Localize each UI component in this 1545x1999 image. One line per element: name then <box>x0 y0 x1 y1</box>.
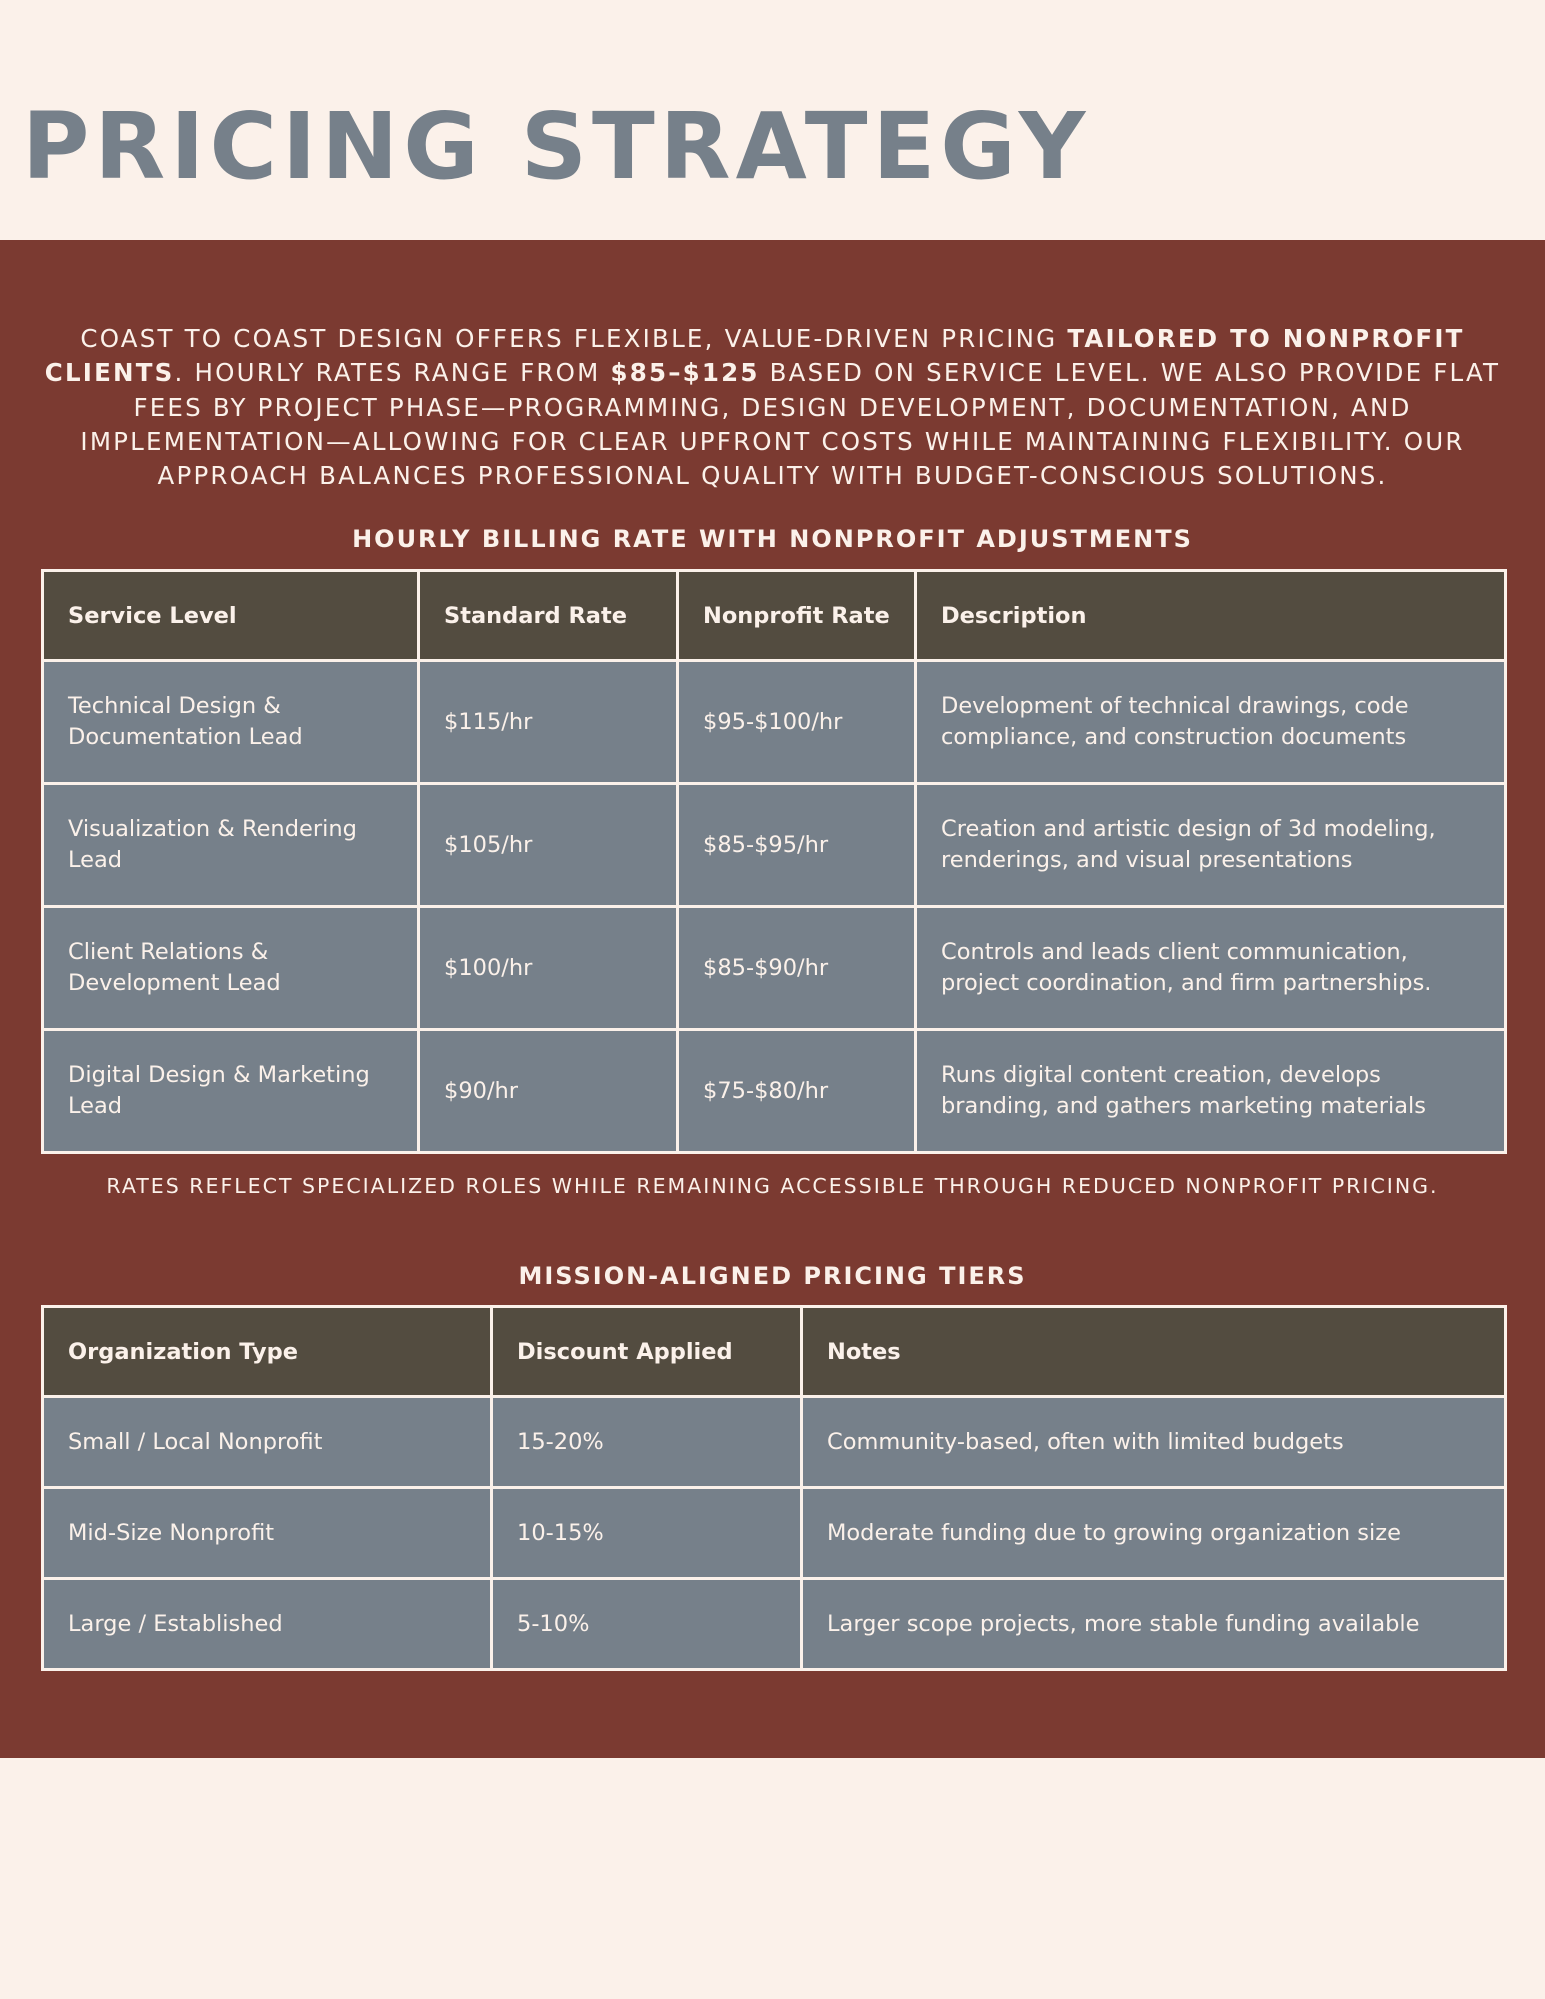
nonprofit-rate-cell: $95-$100/hr <box>678 661 916 784</box>
description-cell: Creation and artistic design of 3d modeling, renderings, and visual presentations <box>916 784 1506 907</box>
notes-cell: Moderate funding due to growing organization size <box>802 1488 1506 1579</box>
rates-footnote: RATES REFLECT SPECIALIZED ROLES WHILE REMAINING ACCESSIBLE THROUGH REDUCED NONPROFIT PRICING. <box>106 1174 1439 1198</box>
rates-section-title: HOURLY BILLING RATE WITH NONPROFIT ADJUSTMENTS <box>352 525 1193 553</box>
notes-cell: Larger scope projects, more stable funding available <box>802 1579 1506 1670</box>
discount-cell: 15-20% <box>492 1397 802 1488</box>
column-header-description: Description <box>916 571 1506 661</box>
description-cell: Runs digital content creation, develops branding, and gathers marketing materials <box>916 1030 1506 1153</box>
standard-rate-cell: $90/hr <box>419 1030 678 1153</box>
description-cell: Development of technical drawings, code compliance, and construction documents <box>916 661 1506 784</box>
standard-rate-cell: $105/hr <box>419 784 678 907</box>
nonprofit-rate-cell: $85-$90/hr <box>678 907 916 1030</box>
service-level-cell: Visualization & Rendering Lead <box>43 784 419 907</box>
tiers-section-title: MISSION-ALIGNED PRICING TIERS <box>518 1262 1027 1290</box>
column-header-service-level: Service Level <box>43 571 419 661</box>
standard-rate-cell: $115/hr <box>419 661 678 784</box>
service-level-cell: Digital Design & Marketing Lead <box>43 1030 419 1153</box>
intro-text: . HOURLY RATES RANGE FROM <box>174 358 611 388</box>
intro-paragraph <box>40 322 1505 493</box>
nonprofit-rate-cell: $75-$80/hr <box>678 1030 916 1153</box>
page-title: PRICING STRATEGY <box>22 93 1091 200</box>
column-header-notes: Notes <box>802 1307 1506 1397</box>
discount-cell: 10-15% <box>492 1488 802 1579</box>
table-row <box>43 1488 1506 1579</box>
column-header-nonprofit-rate: Nonprofit Rate <box>678 571 916 661</box>
table-row <box>43 784 1506 907</box>
column-header-organization-type: Organization Type <box>43 1307 492 1397</box>
table-row <box>43 1397 1506 1488</box>
table-row <box>43 661 1506 784</box>
service-level-cell: Technical Design & Documentation Lead <box>43 661 419 784</box>
table-row <box>43 1579 1506 1670</box>
nonprofit-rate-cell: $85-$95/hr <box>678 784 916 907</box>
discount-cell: 5-10% <box>492 1579 802 1670</box>
tiers-table <box>41 1305 1507 1671</box>
intro-text: BASED ON SERVICE LEVEL. WE ALSO PROVIDE FLAT FEES BY PROJECT PHASE—PROGRAMMING, DESIGN DEVELOPMENT, DOCUMENTATION, AND IMPLEMENTATION—ALLOWING FOR CLEAR UPFRONT COSTS WHILE MAINTAINING FLEXIBILITY. OUR APPROACH BALANCES PROFESSIONAL QUALITY WITH BUDGET-CONSCIOUS SOLUTIONS. <box>80 358 1501 491</box>
organization-type-cell: Mid-Size Nonprofit <box>43 1488 492 1579</box>
intro-highlight: TAILORED TO NONPROFIT CLIENTS <box>44 324 1465 388</box>
table-header-row <box>43 571 1506 661</box>
intro-highlight: $85–$125 <box>610 358 760 388</box>
table-row <box>43 907 1506 1030</box>
table-row <box>43 1030 1506 1153</box>
organization-type-cell: Large / Established <box>43 1579 492 1670</box>
standard-rate-cell: $100/hr <box>419 907 678 1030</box>
notes-cell: Community-based, often with limited budgets <box>802 1397 1506 1488</box>
rates-table <box>41 569 1507 1154</box>
table-header-row <box>43 1307 1506 1397</box>
service-level-cell: Client Relations & Development Lead <box>43 907 419 1030</box>
intro-text: COAST TO COAST DESIGN OFFERS FLEXIBLE, VALUE-DRIVEN PRICING <box>80 324 1068 353</box>
organization-type-cell: Small / Local Nonprofit <box>43 1397 492 1488</box>
column-header-standard-rate: Standard Rate <box>419 571 678 661</box>
description-cell: Controls and leads client communication, project coordination, and firm partnerships. <box>916 907 1506 1030</box>
column-header-discount-applied: Discount Applied <box>492 1307 802 1397</box>
